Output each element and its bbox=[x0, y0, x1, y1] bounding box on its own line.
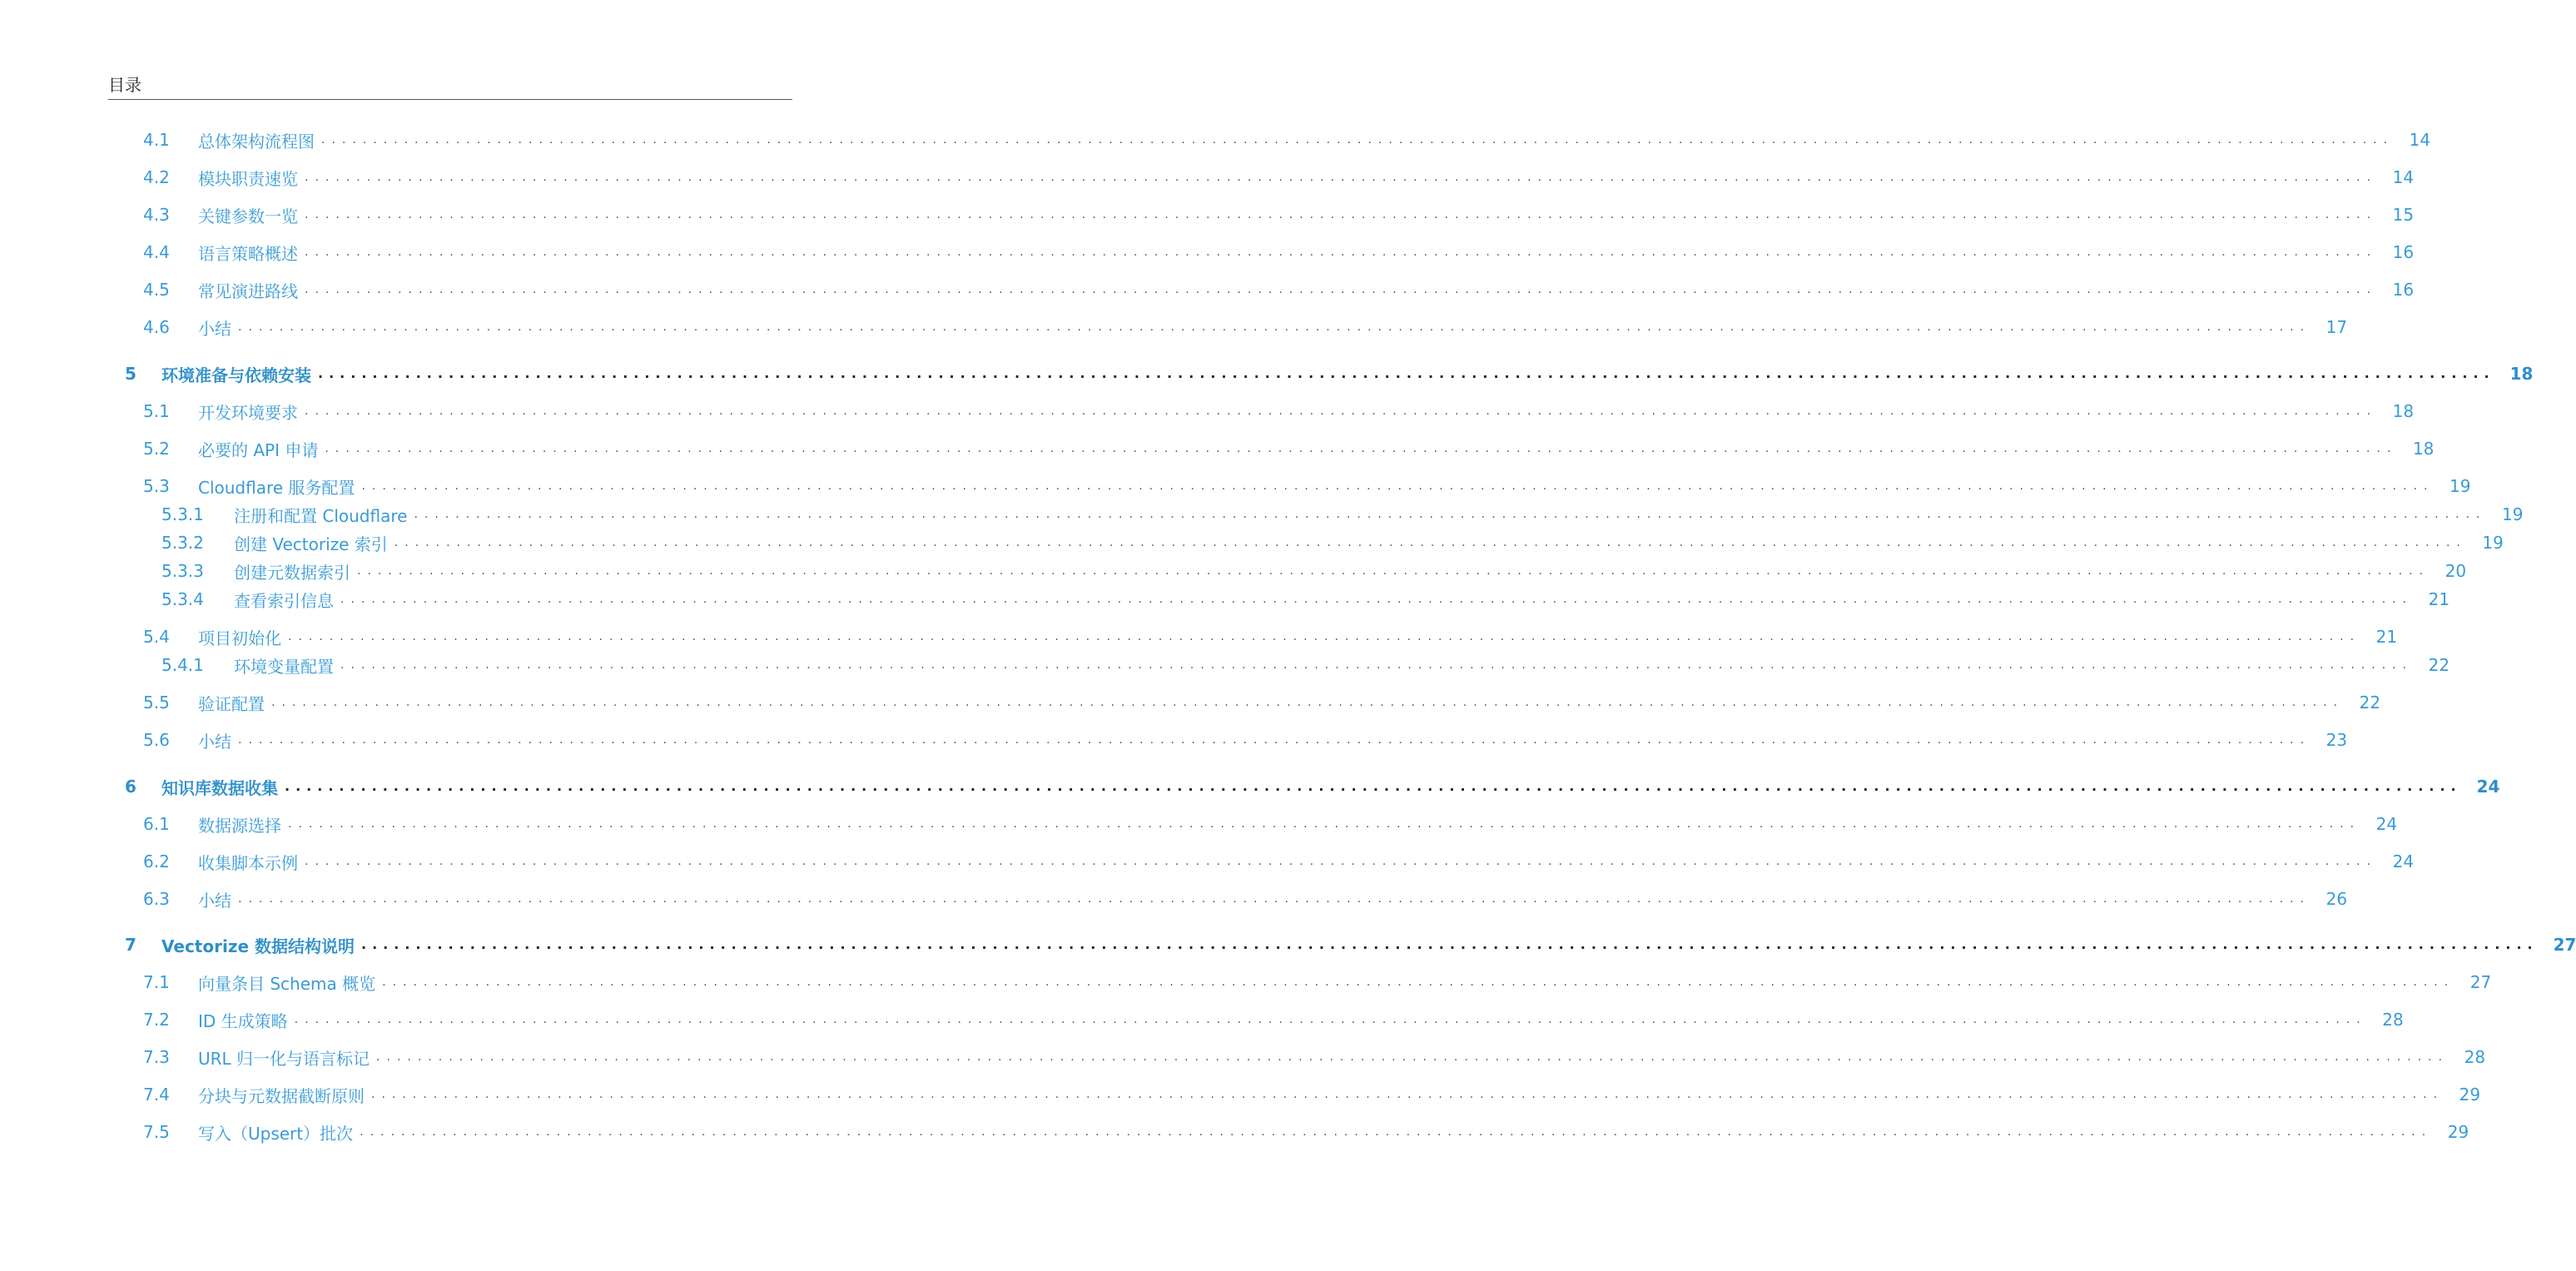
dot-leader: ........................................................................................................................................................................................................ bbox=[340, 658, 2414, 672]
toc-entry-page: 15 bbox=[2392, 205, 2415, 225]
toc-section-entry[interactable] bbox=[143, 128, 2431, 151]
dot-leader: ........................................................................................................................................................................................................ bbox=[305, 283, 2378, 296]
toc-entry-page: 26 bbox=[2325, 889, 2348, 909]
toc-entry-title: 模块职责速览 bbox=[198, 168, 298, 189]
toc-section-entry[interactable] bbox=[143, 1008, 2404, 1031]
dot-leader: ........................................................................................................................................................................................................ bbox=[288, 630, 2361, 643]
toc-entry-page: 28 bbox=[2382, 1010, 2404, 1030]
dot-leader: ........................................................................................................................................................................................................ bbox=[414, 508, 2487, 521]
dot-leader: ........................................................................................................................................................................................................ bbox=[318, 365, 2495, 381]
dot-leader: ........................................................................................................................................................................................................ bbox=[360, 1125, 2433, 1139]
toc-entry-page: 23 bbox=[2325, 730, 2348, 750]
dot-leader: ........................................................................................................................................................................................................ bbox=[271, 696, 2345, 709]
toc-section-entry[interactable] bbox=[143, 166, 2415, 189]
toc-entry-page: 16 bbox=[2392, 280, 2415, 300]
dot-leader: ........................................................................................................................................................................................................ bbox=[321, 133, 2395, 146]
toc-entry-number: 5.3.1 bbox=[161, 504, 204, 524]
toc-section-entry[interactable] bbox=[143, 850, 2415, 873]
toc-entry-number: 6.1 bbox=[143, 814, 170, 834]
dot-leader: ........................................................................................................................................................................................................ bbox=[238, 733, 2311, 747]
toc-entry-number: 5.5 bbox=[143, 693, 170, 712]
toc-section-entry[interactable] bbox=[143, 203, 2415, 226]
toc-entry-page: 20 bbox=[2444, 561, 2467, 581]
toc-entry-title: 创建元数据索引 bbox=[234, 562, 350, 583]
toc-entry-number: 5.6 bbox=[143, 730, 170, 750]
toc-entry-page: 28 bbox=[2464, 1047, 2486, 1067]
toc-entry-page: 22 bbox=[2428, 655, 2450, 675]
toc-entry-title: 写入（Upsert）批次 bbox=[198, 1123, 354, 1144]
toc-entry-title: 收集脚本示例 bbox=[198, 852, 298, 873]
toc-section-entry[interactable] bbox=[143, 241, 2415, 264]
toc-entry-title: Cloudflare 服务配置 bbox=[198, 477, 355, 498]
dot-leader: ........................................................................................................................................................................................................ bbox=[376, 1050, 2449, 1064]
toc-entry-title: 语言策略概述 bbox=[198, 243, 298, 264]
dot-leader: ........................................................................................................................................................................................................ bbox=[294, 1013, 2367, 1026]
toc-entry-number: 6 bbox=[125, 777, 136, 797]
toc-entry-title: ID 生成策略 bbox=[198, 1010, 288, 1031]
toc-entry-number: 7.5 bbox=[143, 1122, 170, 1142]
dot-leader: ........................................................................................................................................................................................................ bbox=[361, 936, 2539, 952]
toc-entry-page: 19 bbox=[2449, 476, 2471, 496]
toc-entry-page: 24 bbox=[2476, 777, 2500, 797]
toc-chapter-entry[interactable] bbox=[125, 775, 2500, 798]
toc-entry-number: 5.1 bbox=[143, 401, 170, 421]
toc-entry-number: 5.3.3 bbox=[161, 561, 204, 581]
toc-entry-page: 29 bbox=[2459, 1085, 2481, 1105]
toc-section-entry[interactable] bbox=[161, 588, 2450, 611]
toc-entry-title: 小结 bbox=[198, 890, 231, 911]
toc-section-entry[interactable] bbox=[161, 653, 2450, 677]
dot-leader: ........................................................................................................................................................................................................ bbox=[361, 479, 2435, 493]
dot-leader: ........................................................................................................................................................................................................ bbox=[394, 536, 2467, 549]
toc-entry-number: 4.5 bbox=[143, 280, 170, 300]
toc-entry-title: 注册和配置 Cloudflare bbox=[234, 505, 408, 526]
toc-section-entry[interactable] bbox=[143, 437, 2435, 460]
toc-entry-page: 18 bbox=[2392, 401, 2415, 421]
toc-chapter-entry[interactable] bbox=[125, 362, 2534, 385]
toc-entry-title: 关键参数一览 bbox=[198, 206, 298, 226]
toc-section-entry[interactable] bbox=[143, 625, 2398, 648]
toc-entry-number: 7.3 bbox=[143, 1047, 170, 1067]
toc-entry-page: 24 bbox=[2375, 814, 2398, 834]
dot-leader: ........................................................................................................................................................................................................ bbox=[357, 564, 2430, 578]
toc-entry-title: 常见演进路线 bbox=[198, 281, 298, 301]
toc-section-entry[interactable] bbox=[143, 971, 2492, 994]
toc-section-entry[interactable] bbox=[143, 1045, 2486, 1069]
toc-entry-number: 5.2 bbox=[143, 439, 170, 459]
toc-entry-page: 21 bbox=[2428, 589, 2450, 609]
toc-entry-number: 5.3.4 bbox=[161, 589, 204, 609]
toc-entry-page: 19 bbox=[2502, 504, 2524, 524]
toc-entry-title: 总体架构流程图 bbox=[198, 131, 315, 151]
toc-section-entry[interactable] bbox=[143, 400, 2415, 423]
toc-entry-title: 必要的 API 申请 bbox=[198, 439, 319, 460]
toc-entry-title: 创建 Vectorize 索引 bbox=[234, 534, 388, 554]
dot-leader: ........................................................................................................................................................................................................ bbox=[285, 778, 2462, 794]
toc-entry-title: 分块与元数据截断原则 bbox=[198, 1085, 365, 1106]
toc-entry-number: 6.3 bbox=[143, 889, 170, 909]
toc-entry-title: 查看索引信息 bbox=[234, 590, 334, 611]
toc-entry-page: 17 bbox=[2325, 317, 2348, 337]
toc-section-entry[interactable] bbox=[161, 531, 2504, 554]
toc-section-entry[interactable] bbox=[143, 1120, 2469, 1144]
dot-leader: ........................................................................................................................................................................................................ bbox=[305, 246, 2378, 259]
toc-entry-title: 小结 bbox=[198, 318, 231, 339]
toc-entry-number: 4.1 bbox=[143, 130, 170, 150]
toc-section-entry[interactable] bbox=[161, 503, 2524, 526]
toc-section-entry[interactable] bbox=[161, 559, 2467, 583]
dot-leader: ........................................................................................................................................................................................................ bbox=[305, 855, 2378, 868]
dot-leader: ........................................................................................................................................................................................................ bbox=[371, 1088, 2444, 1101]
toc-entry-title: 数据源选择 bbox=[198, 815, 281, 836]
dot-leader: ........................................................................................................................................................................................................ bbox=[305, 405, 2378, 418]
toc-entry-title: 环境准备与依赖安装 bbox=[161, 365, 311, 385]
toc-entry-page: 16 bbox=[2392, 242, 2415, 262]
toc-entry-page: 18 bbox=[2412, 439, 2435, 459]
toc-chapter-entry[interactable] bbox=[125, 933, 2576, 956]
toc-entry-title: 验证配置 bbox=[198, 693, 265, 714]
toc-entry-number: 4.3 bbox=[143, 205, 170, 225]
toc-section-entry[interactable] bbox=[143, 278, 2415, 301]
dot-leader: ........................................................................................................................................................................................................ bbox=[305, 208, 2378, 221]
dot-leader: ........................................................................................................................................................................................................ bbox=[340, 593, 2414, 606]
toc-entry-number: 4.6 bbox=[143, 317, 170, 337]
toc-section-entry[interactable] bbox=[143, 887, 2348, 911]
toc-heading: 目录 bbox=[108, 75, 141, 95]
toc-entry-page: 22 bbox=[2359, 693, 2381, 712]
toc-entry-page: 27 bbox=[2469, 972, 2492, 992]
toc-entry-page: 29 bbox=[2447, 1122, 2469, 1142]
toc-entry-number: 7 bbox=[125, 935, 136, 955]
toc-entry-title: 环境变量配置 bbox=[234, 656, 334, 677]
toc-section-entry[interactable] bbox=[143, 315, 2348, 339]
toc-entry-number: 5.4.1 bbox=[161, 655, 204, 675]
toc-section-entry[interactable] bbox=[143, 812, 2398, 836]
toc-entry-page: 19 bbox=[2482, 533, 2504, 553]
toc-entry-number: 7.1 bbox=[143, 972, 170, 992]
toc-entry-number: 5.4 bbox=[143, 627, 170, 647]
toc-entry-number: 7.4 bbox=[143, 1085, 170, 1105]
dot-leader: ........................................................................................................................................................................................................ bbox=[305, 171, 2378, 184]
toc-section-entry[interactable] bbox=[143, 728, 2348, 752]
toc-entry-title: 小结 bbox=[198, 731, 231, 752]
toc-entry-title: Vectorize 数据结构说明 bbox=[161, 936, 355, 956]
toc-section-entry[interactable] bbox=[143, 1083, 2481, 1106]
toc-entry-number: 4.2 bbox=[143, 167, 170, 187]
dot-leader: ........................................................................................................................................................................................................ bbox=[382, 976, 2455, 989]
toc-entry-number: 5.3 bbox=[143, 476, 170, 496]
toc-entry-page: 21 bbox=[2375, 627, 2398, 647]
toc-entry-number: 4.4 bbox=[143, 242, 170, 262]
dot-leader: ........................................................................................................................................................................................................ bbox=[238, 892, 2311, 906]
dot-leader: ........................................................................................................................................................................................................ bbox=[325, 442, 2398, 455]
toc-entry-title: 向量条目 Schema 概览 bbox=[198, 973, 376, 994]
toc-section-entry[interactable] bbox=[143, 474, 2471, 498]
toc-entry-page: 18 bbox=[2509, 364, 2534, 384]
toc-entry-number: 7.2 bbox=[143, 1010, 170, 1030]
toc-entry-page: 14 bbox=[2409, 130, 2431, 150]
toc-entry-page: 27 bbox=[2553, 935, 2576, 955]
toc-entry-title: 项目初始化 bbox=[198, 628, 281, 648]
dot-leader: ........................................................................................................................................................................................................ bbox=[288, 817, 2361, 831]
toc-entry-number: 5.3.2 bbox=[161, 533, 204, 553]
toc-entry-title: URL 归一化与语言标记 bbox=[198, 1048, 370, 1069]
toc-entry-title: 知识库数据收集 bbox=[161, 777, 278, 798]
toc-entry-number: 6.2 bbox=[143, 851, 170, 871]
toc-entry-title: 开发环境要求 bbox=[198, 402, 298, 423]
toc-entry-number: 5 bbox=[125, 364, 136, 384]
toc-section-entry[interactable] bbox=[143, 691, 2381, 714]
toc-entry-page: 14 bbox=[2392, 167, 2415, 187]
toc-entry-page: 24 bbox=[2392, 851, 2415, 871]
dot-leader: ........................................................................................................................................................................................................ bbox=[238, 320, 2311, 334]
